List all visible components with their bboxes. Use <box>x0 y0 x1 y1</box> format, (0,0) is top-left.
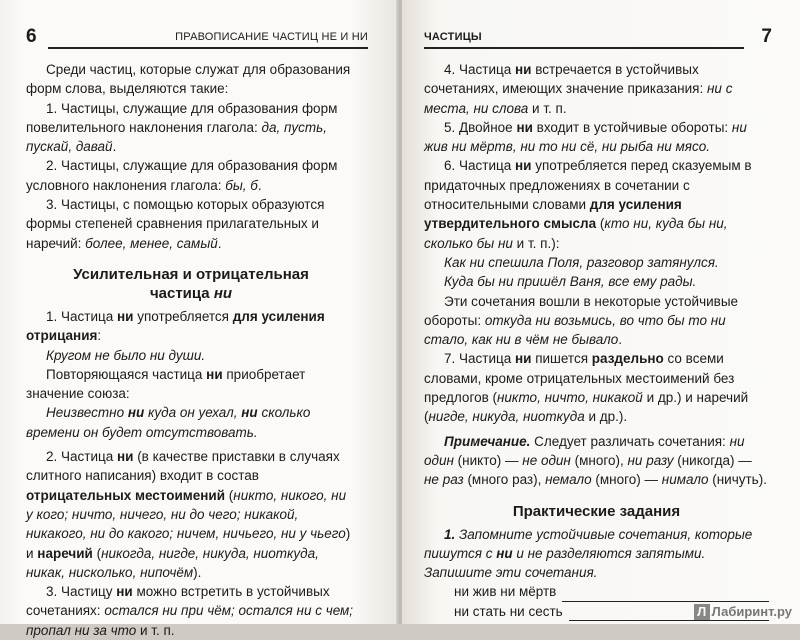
particle: ни <box>206 366 223 382</box>
example: никто, никого, ни у кого; ничто, ничего, ни до чего; никакой, никакого, ни до какого; ничем, ничьего, ни у чьего <box>26 487 347 542</box>
answer-line <box>562 587 769 602</box>
text: 3. Частицу <box>46 584 117 600</box>
example: не раз <box>424 472 464 488</box>
text: пишется <box>531 351 592 367</box>
text: 6. Частица <box>444 158 515 174</box>
text: и др.) и наречий ( <box>424 390 749 425</box>
particle: ни <box>127 405 145 421</box>
text: (много раз), <box>463 472 546 488</box>
example: бы, б <box>225 177 258 193</box>
rule-paragraph <box>26 307 356 346</box>
text: Запомните устойчивые сочетания, которые пишутся с <box>424 526 753 561</box>
list-item <box>26 195 356 253</box>
labirint-icon: Л <box>694 604 710 620</box>
rule-paragraph <box>424 349 769 426</box>
heading-line: частица <box>149 284 214 302</box>
page-number: 6 <box>26 26 37 47</box>
list-item <box>26 99 356 157</box>
text: (никто) — <box>453 452 523 468</box>
example: ни разу <box>627 452 674 468</box>
rule-paragraph <box>26 582 356 640</box>
emphasis: отрицательных местоимений <box>26 487 226 503</box>
text: входит в устойчивые обороты: <box>532 119 732 135</box>
emphasis: для усиления утвердительного смысла <box>424 197 682 232</box>
fill-text: ни жив ни мёртв <box>454 584 557 600</box>
particle: ни <box>116 584 133 600</box>
particle: ни <box>514 351 532 367</box>
text: . <box>618 332 623 348</box>
text: 3. Частицы, с помощью которых образуются формы степеней сравнения прилагательных и наречий: <box>26 197 325 251</box>
left-page <box>0 0 398 638</box>
text: Эти сочетания вошли в некоторые устойчивые обороты: <box>424 293 739 328</box>
text: (никогда) — <box>673 452 752 468</box>
particle: ни <box>514 62 532 77</box>
text: . <box>112 139 117 155</box>
text: ( <box>92 545 102 561</box>
example-sentence <box>26 403 356 442</box>
particle: ни <box>241 405 258 421</box>
task-number: 1. <box>444 526 456 542</box>
particle: ни <box>496 545 513 561</box>
note-paragraph <box>424 432 769 490</box>
example-sentence: Кругом не было ни души. <box>46 347 206 363</box>
example: да, пусть, пускай, давай <box>26 119 327 155</box>
particle: ни <box>516 119 533 135</box>
fill-line <box>454 582 769 601</box>
example: никто, ничто, никакой <box>497 390 643 406</box>
right-header <box>424 28 772 50</box>
text: Повторяющаяся частица <box>46 366 207 382</box>
example: ни с места, ни слова <box>424 81 733 116</box>
text: 5. Двойное <box>444 119 517 135</box>
example: нигде, никуда, ниоткуда <box>428 409 585 425</box>
rule-paragraph <box>26 447 356 582</box>
note-label: Примечание. <box>444 433 531 449</box>
text: употребляется <box>133 308 233 324</box>
text: и не разделяются запятыми. Запишите эти сочетания. <box>424 545 706 581</box>
text: (много), <box>570 452 628 468</box>
section-heading <box>26 265 356 303</box>
example: немало <box>545 472 592 488</box>
text: употребляется перед сказуемым в придаточных предложениях в сочетании с относительными словами <box>424 158 752 213</box>
text: 1. Частицы, служащие для образования форм повелительного наклонения глагола: <box>26 100 338 135</box>
fill-text: ни стать ни сесть <box>454 603 563 619</box>
text: . <box>257 177 262 193</box>
example: ни жив ни мёртв, ни то ни сё, ни рыба ни мясо. <box>424 119 747 155</box>
particle: ни <box>116 449 134 465</box>
running-head: ЧАСТИЦЫ <box>424 31 482 43</box>
text: (ничуть). <box>708 472 767 488</box>
heading-line: Усилительная и отрицательная <box>73 265 309 283</box>
left-header <box>26 28 368 50</box>
text: 1. Частица <box>46 308 117 324</box>
emphasis: наречий <box>37 545 93 561</box>
particle: ни <box>116 308 134 324</box>
intro-paragraph: Среди частиц, которые служат для образования форм слова, выделяются такие: <box>26 62 351 97</box>
text: приобретает значение союза: <box>26 366 306 402</box>
task-paragraph <box>424 525 769 583</box>
header-rule <box>48 47 368 49</box>
left-body <box>26 60 356 640</box>
text: Следует различать сочетания: <box>530 433 730 449</box>
list-item <box>26 156 356 195</box>
text: можно встретить в устойчивых сочетаниях: <box>26 584 330 619</box>
example: ни один <box>424 433 745 468</box>
text: и т. п. <box>528 100 567 116</box>
rule-paragraph <box>26 365 356 404</box>
heading-particle: ни <box>213 284 233 302</box>
text: куда он уехал, <box>144 405 242 421</box>
text: встречается в устойчивых сочетаниях, имеющих значение приказания: <box>424 62 707 97</box>
text: 7. Частица <box>444 351 515 367</box>
rule-paragraph <box>424 118 769 157</box>
text: ( <box>225 487 234 503</box>
running-head: ПРАВОПИСАНИЕ ЧАСТИЦ НЕ И НИ <box>175 31 368 43</box>
watermark-text: Лабиринт.ру <box>711 604 792 619</box>
practice-heading: Практические задания <box>512 502 681 520</box>
watermark-logo <box>694 604 792 620</box>
text: 2. Частица <box>46 449 117 465</box>
text: 4. Частица <box>444 62 515 77</box>
example-sentence: Как ни спешила Поля, разговор затянулся. <box>444 254 719 270</box>
text: и др.). <box>584 409 628 425</box>
text: ) и <box>26 526 351 561</box>
header-rule <box>424 47 744 49</box>
example-sentence: Куда бы ни пришёл Ваня, все ему рады. <box>444 274 697 290</box>
rule-paragraph <box>424 60 769 118</box>
particle: ни <box>514 158 532 174</box>
text: и т. п. <box>136 622 175 638</box>
rule-paragraph <box>424 156 769 252</box>
text: со всеми словами, кроме отрицательных местоимений без предлогов ( <box>424 351 735 406</box>
text: и т. п.): <box>512 235 560 251</box>
example: кто ни, куда бы ни, сколько бы ни <box>424 216 728 251</box>
example: нимало <box>661 472 709 488</box>
text: 2. Частицы, служащие для образования форм условного наклонения глагола: <box>26 158 338 193</box>
emphasis: раздельно <box>591 351 664 367</box>
example: остался ни при чём; остался ни с чем; пропал ни за что <box>26 603 354 638</box>
text: Неизвестно <box>46 405 128 421</box>
example: не один <box>522 452 571 468</box>
rule-paragraph <box>424 292 769 350</box>
text: : <box>97 328 102 344</box>
emphasis: для усиления отрицания <box>26 308 325 344</box>
text: сколько времени он будет отсутствовать. <box>26 405 311 440</box>
text: (много) — <box>591 472 662 488</box>
example: откуда ни возьмись, во что бы то ни стало, как ни в чём не бывало <box>424 312 726 348</box>
right-body <box>424 60 769 621</box>
example: никогда, нигде, никуда, ниоткуда, никак, нисколько, нипочём <box>26 545 319 580</box>
right-page <box>402 0 800 624</box>
text: ( <box>596 216 605 232</box>
example: более, менее, самый <box>85 235 218 251</box>
page-number: 7 <box>761 26 772 47</box>
text: (в качестве приставки в случаях слитного написания) входит в состав <box>26 449 340 484</box>
text: ). <box>193 564 202 580</box>
text: . <box>217 235 222 251</box>
